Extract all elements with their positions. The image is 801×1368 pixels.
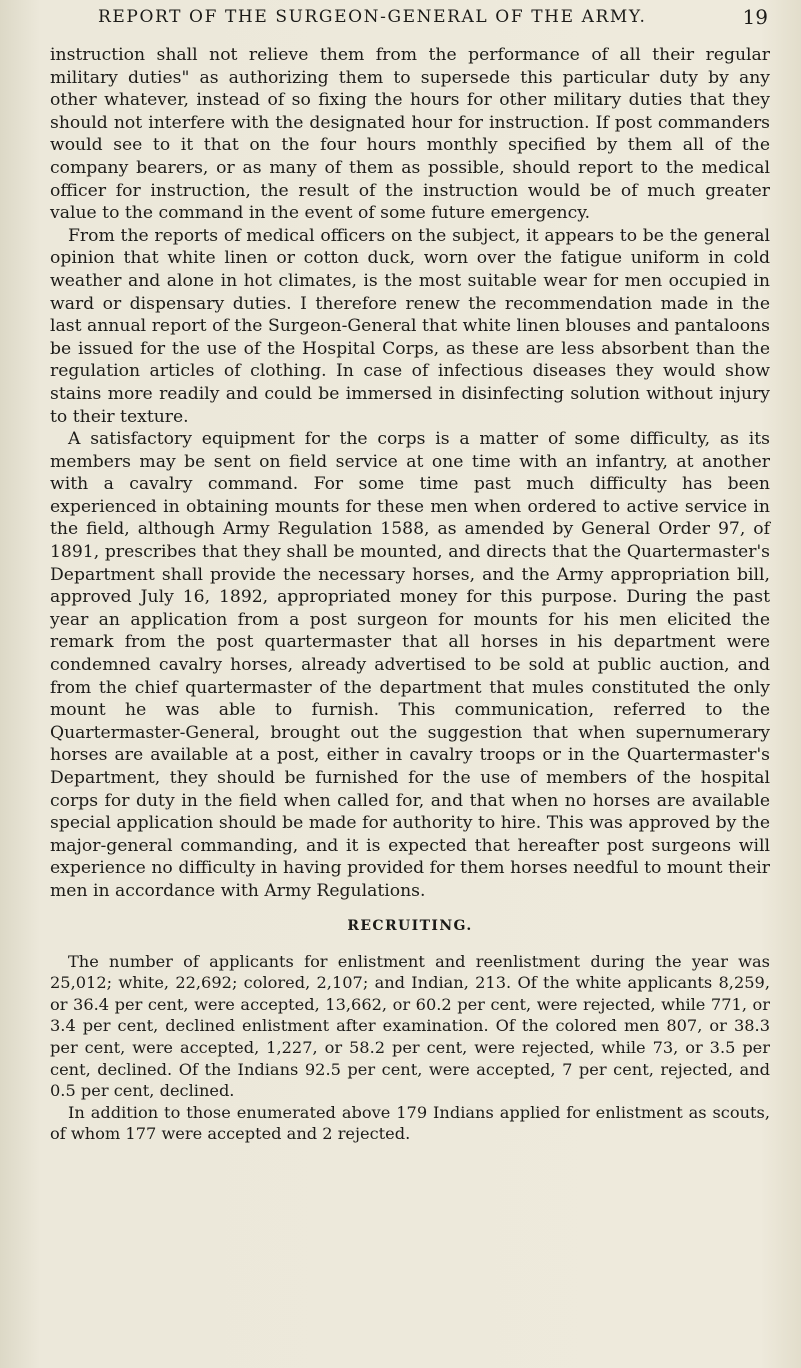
paragraph-equipment: A satisfactory equipment for the corps is a matter of some difficulty, as its members may be sent on field service at one time with an infantry, at another with a cavalry command. For some time past much difficulty has been experienced in obtaining mounts for these men when ordered to active service in the field, although Army Regulation 1588, as amended by General Order 97, of 1891, prescribes that they shall be mounted, and directs that the Quartermaster's Department shall provide the necessary horses, and the Army appropriation bill, approved July 16, 1892, appropriated money for this purpose. During the past year an application from a post surgeon for mounts for his men elicited the remark from the post quartermaster that all horses in his department were condemned cavalry horses, already advertised to be sold at public auction, and from the chief quartermaster of the department that mules constituted the only mount he was able to furnish. This communication, referred to the Quartermaster-General, brought out the suggestion that when supernumerary horses are available at a post, either in cavalry troops or in the Quartermaster's Department, they should be furnished for the use of members of the hospital corps for duty in the field when called for, and that when no horses are available special application should be made for authority to hire. This was approved by the major-general commanding, and it is expected that hereafter post surgeons will experience no difficulty in having provided for them horses needful to mount their men in accordance with Army Regulations. <box>50 429 770 901</box>
paragraph-indian-scouts: In addition to those enumerated above 179 Indians applied for enlistment as scouts, of whom 177 were accepted and 2 rejected. <box>50 1102 770 1144</box>
paragraph-instruction: instruction shall not relieve them from the performance of all their regular military duties" as authorizing them to supersede this particular duty by any other whatever, instead of so fixing the hours for other military duties that they should not interfere with the designated hour for instruction. If post commanders would see to it that on the four hours monthly specified by them all of the company bearers, or as many of them as possible, should report to the medical officer for instruction, the result of the instruction would be of much greater value to the command in the event of some future emergency. <box>50 45 770 224</box>
page-header <box>98 2 768 32</box>
running-title: REPORT OF THE SURGEON-GENERAL OF THE ARMY. <box>98 7 647 27</box>
paragraph-clothing: From the reports of medical officers on the subject, it appears to be the general opinion that white linen or cotton duck, worn over the fatigue uniform in cold weather and alone in hot climates, is the most suitable wear for men occupied in ward or dispensary duties. I therefore renew the recommendation made in the last annual report of the Surgeon-General that white linen blouses and pantaloons be issued for the use of the Hospital Corps, as these are less absorbent than the regulation articles of clothing. In case of infectious diseases they would show stains more readily and could be immersed in disinfecting solution without injury to their texture. <box>50 225 770 427</box>
paragraph-recruiting-stats: The number of applicants for enlistment and reenlistment during the year was 25,012; white, 22,692; colored, 2,107; and Indian, 213. Of the white applicants 8,259, or 36.4 per cent, were accepted, 13,662, or 60.2 per cent, were rejected, while 771, or 3.4 per cent, declined enlistment after examination. Of the colored men 807, or 38.3 per cent, were accepted, 1,227, or 58.2 per cent, were rejected, while 73, or 3.5 per cent, declined. Of the Indians 92.5 per cent, were accepted, 7 per cent, rejected, and 0.5 per cent, declined. <box>50 951 770 1101</box>
page-body <box>50 44 770 1145</box>
section-heading-recruiting: RECRUITING. <box>347 917 473 934</box>
page-number: 19 <box>742 5 768 29</box>
